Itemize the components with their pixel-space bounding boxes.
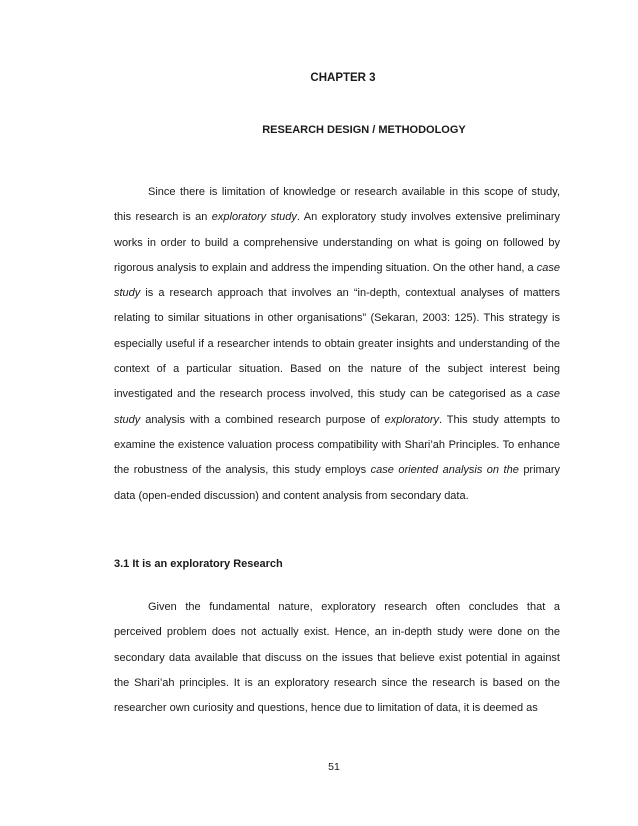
section-heading: 3.1 It is an exploratory Research	[114, 558, 283, 570]
intro-emphasis-4: exploratory	[384, 413, 439, 426]
intro-emphasis-5: case oriented analysis on the	[370, 464, 519, 477]
chapter-title: CHAPTER 3	[310, 72, 376, 84]
intro-text-2: . An exploratory study involves extensive preliminary works in order to build a comprehensive understanding on what is going on followed by rigorous analysis to explain and address the impending situation. On the other hand, a	[114, 211, 560, 274]
section-paragraph-text: Given the fundamental nature, exploratory research often concludes that a perceived problem does not actually exist. Hence, an in-depth study were done on the secondary data available that discuss on the issues that believe exist potential in against the Shari’ah principles. It is an exploratory research since the research is based on the researcher own curiosity and questions, hence due to limitation of data, it is deemed as	[114, 601, 560, 715]
intro-emphasis-1: exploratory study	[211, 211, 297, 224]
section-paragraph	[114, 595, 560, 721]
intro-text-4: analysis with a combined research purpose of	[140, 413, 385, 426]
intro-text-3: is a research approach that involves an “in-depth, contextual analyses of matters relating to similar situations in other organisations” (Sekaran, 2003: 125). This strategy is especially useful if a researcher intends to obtain greater insights and understanding of the context of a particular situation. Based on the nature of the subject interest being investigated and the research process involved, this study can be categorised as a	[114, 287, 560, 401]
intro-text-1: Since there is limitation of knowledge or research available in this scope of study, this research is an	[114, 186, 560, 224]
intro-text-6: primary data (open-ended discussion) and content analysis from secondary data.	[114, 464, 560, 502]
page-number: 51	[328, 761, 340, 773]
intro-paragraph	[114, 180, 560, 509]
intro-emphasis-3: case study	[114, 388, 560, 426]
chapter-subtitle: RESEARCH DESIGN / METHODOLOGY	[262, 124, 466, 136]
intro-emphasis-2: case study	[114, 261, 560, 300]
intro-text-5: . This study attempts to examine the existence valuation process compatibility with Shari’ah Principles. To enhance the robustness of the analysis, this study employs	[114, 413, 561, 477]
